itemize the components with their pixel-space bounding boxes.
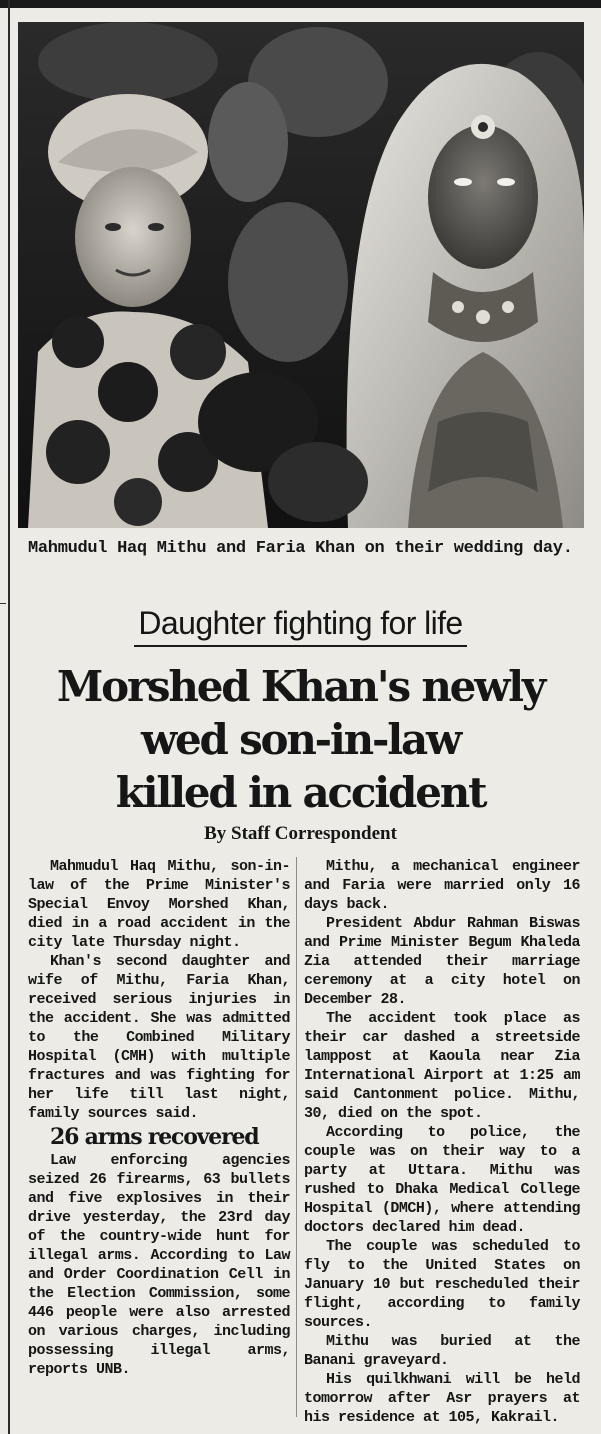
sub-article-paragraph: Law enforcing agencies seized 26 firearms, 63 bullets and five explosives in their drive yesterday, the 23rd day of the country-wide hunt for illegal arms. According to Law and Order Coordination Cell in the Election Commission, some 446 people were also arrested on various charges, including possessing illegal arms, reports UNB. [28, 1152, 290, 1378]
main-headline [0, 660, 601, 819]
headline-line-3: killed in accident [115, 768, 486, 817]
article-paragraph: According to police, the couple was on their way to a party at Uttara. Mithu was rushed to Dhaka Medical College Hospital (DMCH), where attending doctors declared him dead. [304, 1124, 580, 1236]
kicker-headline: Daughter fighting for life [134, 603, 466, 647]
article-paragraph: The couple was scheduled to fly to the United States on January 10 but rescheduled their flight, according to family sources. [304, 1238, 580, 1331]
article-paragraph: Mahmudul Haq Mithu, son-in-law of the Prime Minister's Special Envoy Morshed Khan, died in a road accident in the city late Thursday night. [28, 858, 290, 951]
article-paragraph: Mithu, a mechanical engineer and Faria were married only 16 days back. [304, 858, 580, 913]
article-paragraph: Khan's second daughter and wife of Mithu, Faria Khan, received serious injuries in the accident. She was admitted to the Combined Military Hospital (CMH) with multiple fractures and was fighting for her life till last night, family sources said. [28, 953, 290, 1122]
kicker-wrap [0, 603, 601, 647]
wedding-photo-illustration [18, 22, 584, 528]
article-column-right [304, 857, 580, 1427]
wedding-photo [18, 22, 584, 528]
article-paragraph: His quilkhwani will be held tomorrow after Asr prayers at his residence at 105, Kakrail. [304, 1371, 580, 1426]
photo-caption: Mahmudul Haq Mithu and Faria Khan on their wedding day. [28, 539, 573, 558]
column-divider [296, 857, 297, 1417]
headline-line-1: Morshed Khan's newly [56, 662, 545, 711]
article-paragraph: Mithu was buried at the Banani graveyard. [304, 1333, 580, 1369]
sub-article-headline: 26 arms recovered [50, 1124, 259, 1150]
article-column-left [28, 857, 290, 1379]
article-paragraph: President Abdur Rahman Biswas and Prime Minister Begum Khaleda Zia attended their marriage ceremony at a city hotel on December 28. [304, 915, 580, 1008]
article-paragraph: The accident took place as their car dashed a streetside lamppost at Kaoula near Zia International Airport at 1:25 am said Cantonment police. Mithu, 30, died on the spot. [304, 1010, 580, 1122]
headline-line-2: wed son-in-law [141, 715, 460, 764]
byline: By Staff Correspondent [204, 823, 397, 844]
